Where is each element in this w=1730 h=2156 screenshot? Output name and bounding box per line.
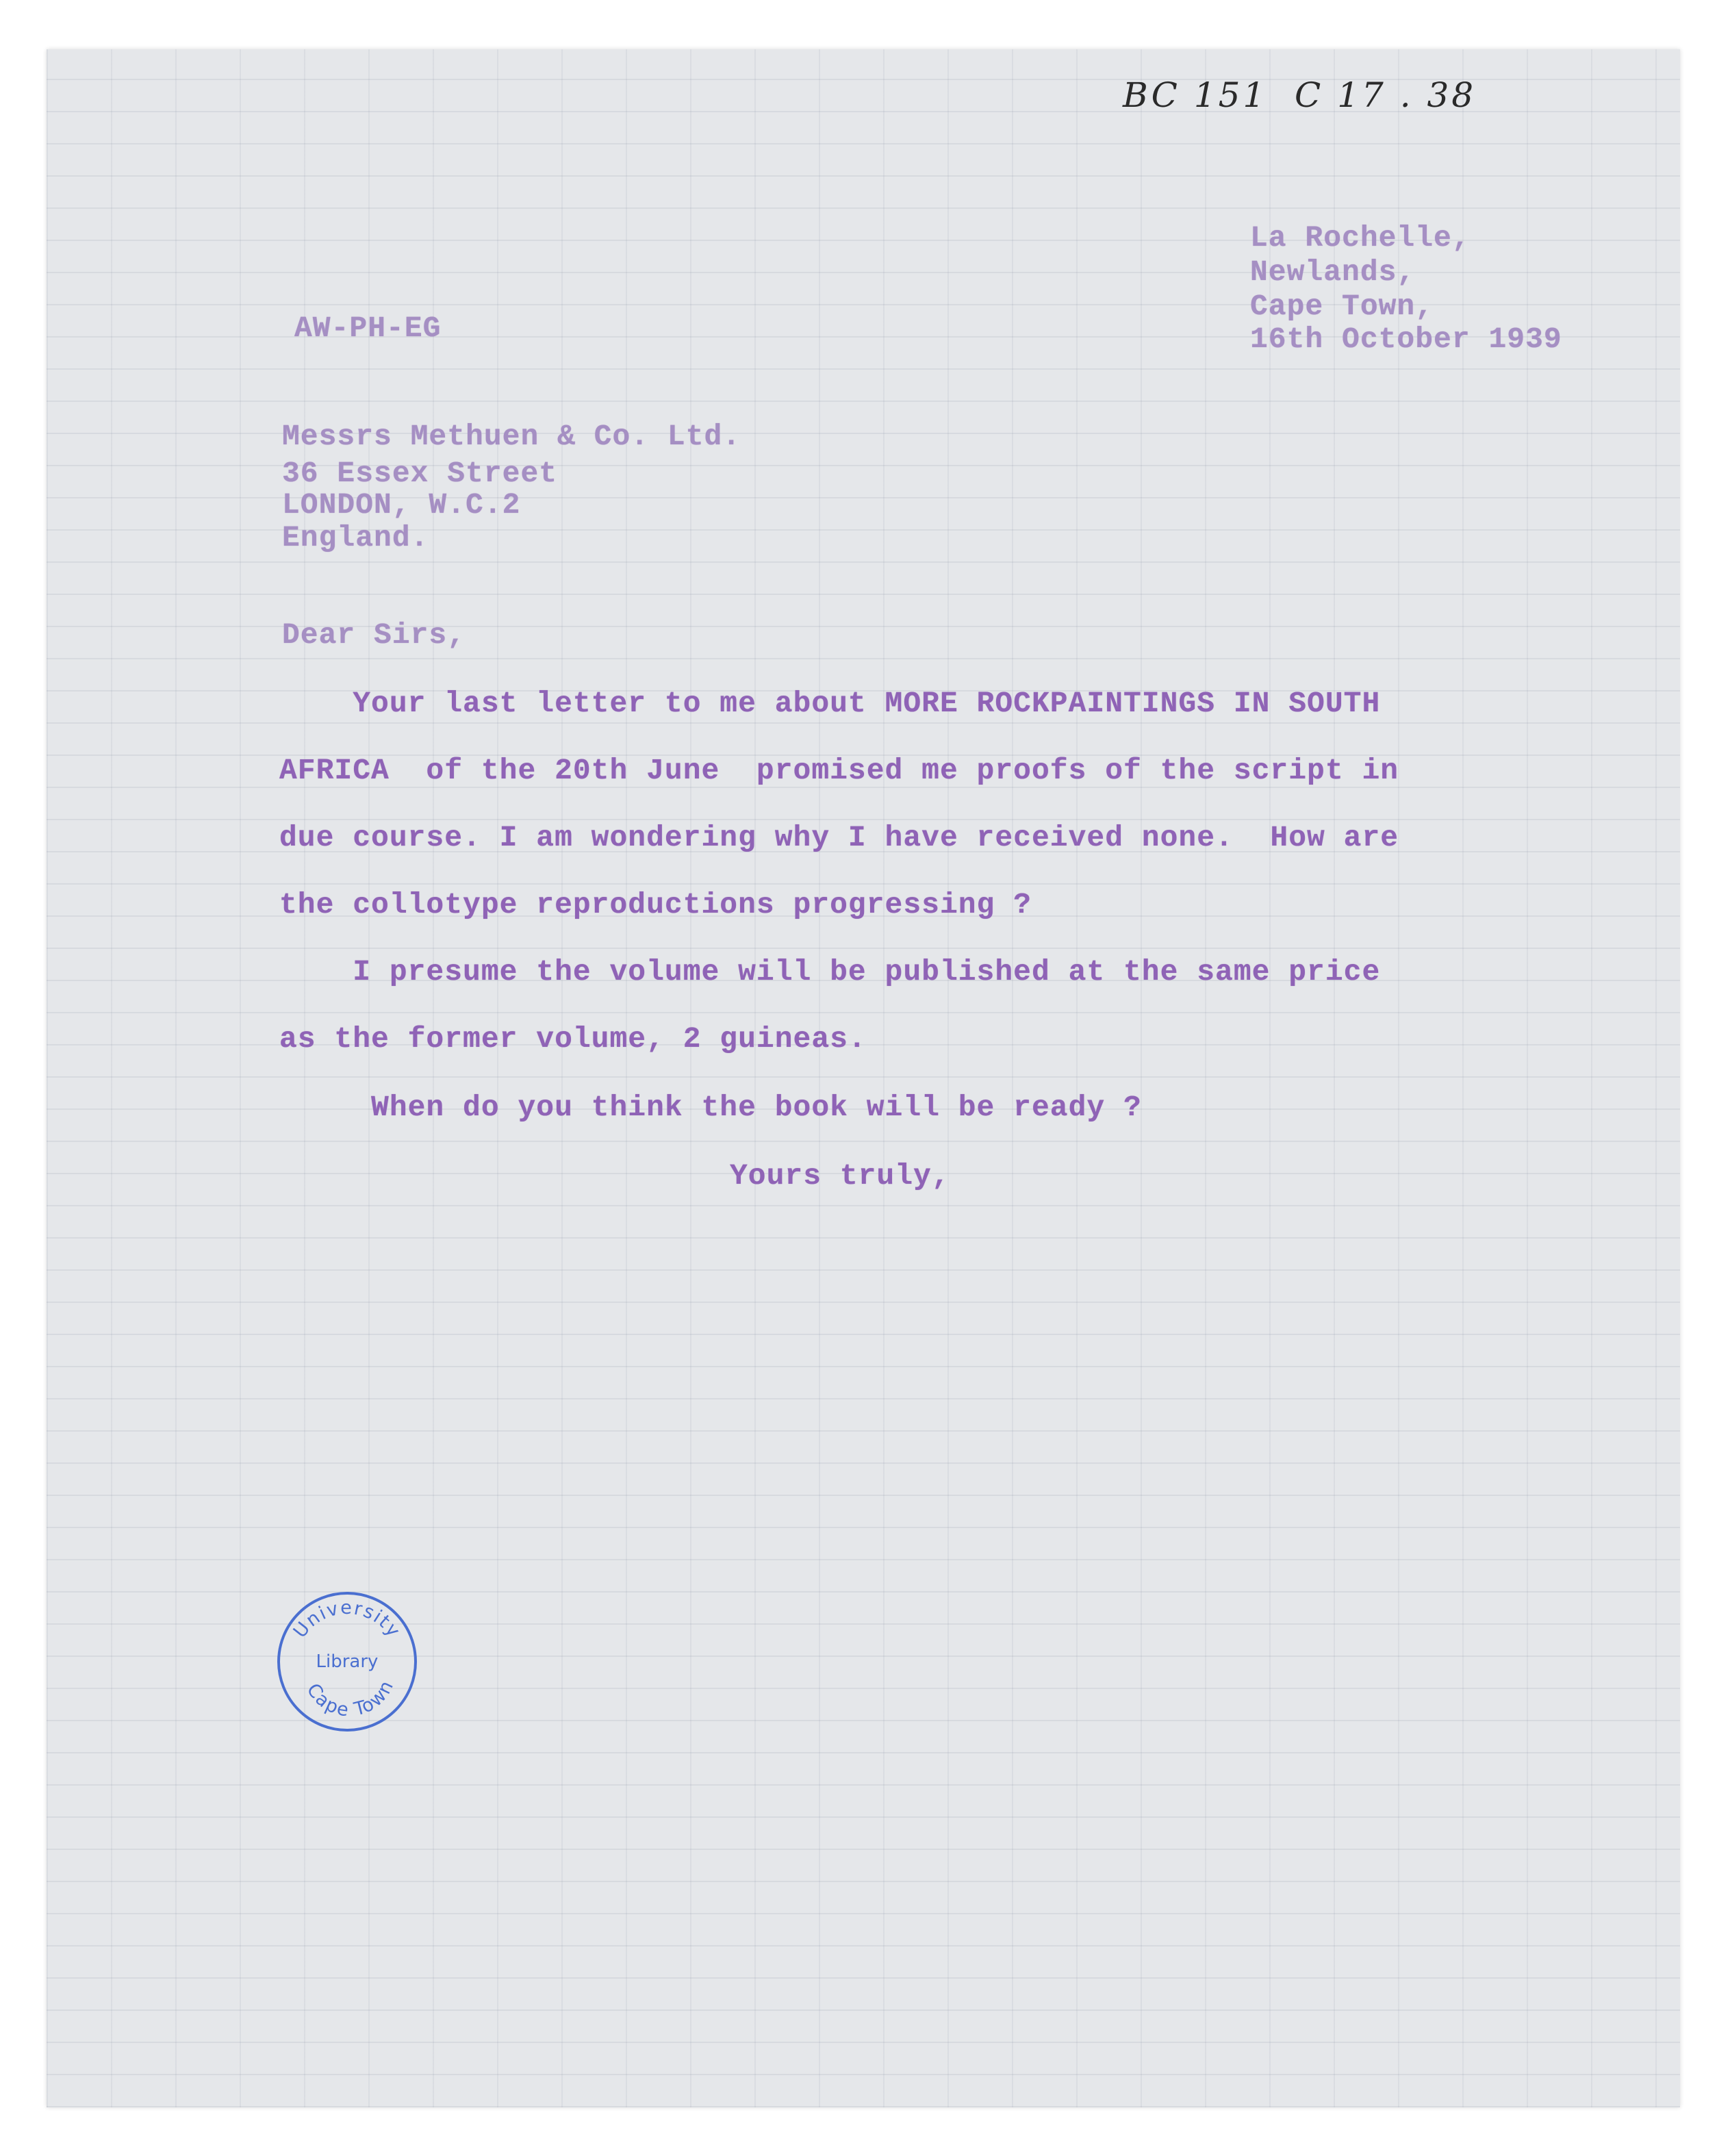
recipient-line-2: 36 Essex Street: [282, 457, 558, 490]
library-stamp: [275, 1590, 419, 1734]
stamp-bottom-text: Cape Town: [302, 1676, 398, 1721]
salutation: Dear Sirs,: [282, 618, 466, 652]
sender-address-line-3: Cape Town,: [1250, 290, 1434, 323]
recipient-line-4: England.: [282, 521, 429, 555]
body-line-4: the collotype reproductions progressing ?: [279, 888, 1032, 922]
archive-reference: BC 151 C 17 . 38: [1123, 75, 1477, 115]
recipient-line-3: LONDON, W.C.2: [282, 488, 521, 522]
stamp-top-text: University: [289, 1597, 405, 1643]
sender-address-line-2: Newlands,: [1250, 255, 1416, 289]
reference-code: AW-PH-EG: [294, 312, 442, 345]
body-line-2: AFRICA of the 20th June promised me proofs of the script in: [279, 754, 1399, 787]
recipient-line-1: Messrs Methuen & Co. Ltd.: [282, 420, 741, 453]
body-line-5: I presume the volume will be published at the same price: [279, 955, 1381, 989]
stamp-middle-text: Library: [316, 1651, 379, 1672]
body-line-1: Your last letter to me about MORE ROCKPAINTINGS IN SOUTH: [279, 687, 1381, 720]
sender-address-line-1: La Rochelle,: [1250, 221, 1471, 255]
body-line-6: as the former volume, 2 guineas.: [279, 1022, 867, 1056]
body-line-7: When do you think the book will be ready ?: [279, 1091, 1142, 1124]
body-line-3: due course. I am wondering why I have received none. How are: [279, 821, 1399, 854]
closing: Yours truly,: [730, 1159, 950, 1193]
letter-date: 16th October 1939: [1250, 322, 1562, 356]
